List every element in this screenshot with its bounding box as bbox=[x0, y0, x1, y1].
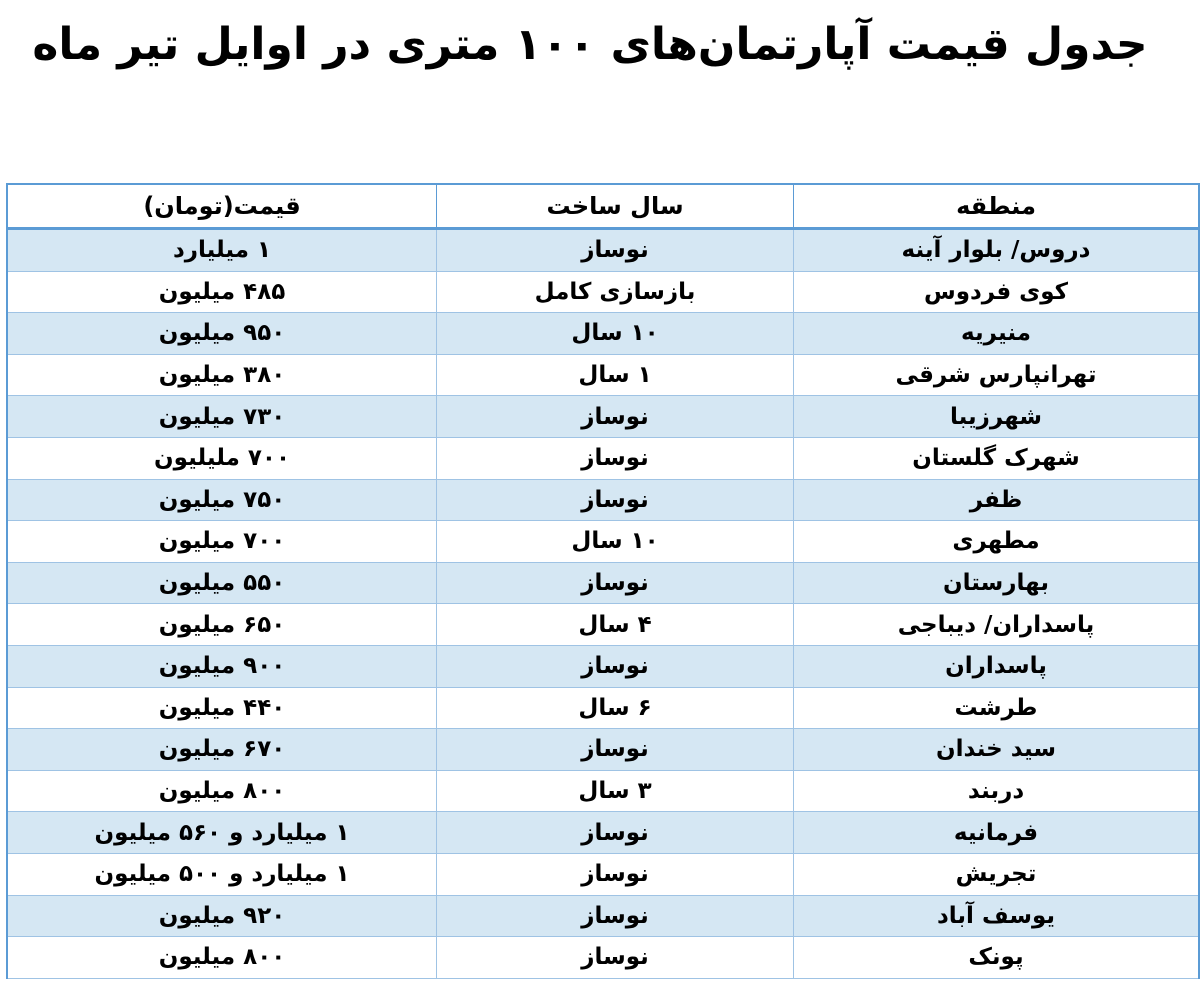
cell-price: ۸۰۰ میلیون bbox=[158, 944, 286, 971]
cell-region: شهرک گلستان bbox=[912, 445, 1080, 472]
cell-year: ۳ سال bbox=[436, 771, 794, 812]
cell-price: ۷۳۰ میلیون bbox=[158, 403, 286, 430]
price-table bbox=[6, 183, 1200, 979]
header-region: منطقه bbox=[956, 192, 1036, 220]
cell-price: ۹۰۰ میلیون bbox=[158, 653, 286, 680]
cell-year: نوساز bbox=[436, 812, 794, 853]
table-row bbox=[8, 771, 1198, 813]
cell-year: ۱۰ سال bbox=[436, 521, 794, 562]
cell-region: پاسداران/ دیباجی bbox=[897, 611, 1095, 638]
cell-price: ۱ میلیارد و ۵۰۰ میلیون bbox=[94, 861, 350, 888]
cell-region: شهرزیبا bbox=[950, 403, 1043, 430]
cell-price: ۴۸۵ میلیون bbox=[158, 278, 286, 305]
cell-region: دروس/ بلوار آینه bbox=[901, 237, 1091, 264]
cell-region: تجریش bbox=[955, 861, 1037, 888]
cell-region: پونک bbox=[968, 944, 1024, 971]
table-row bbox=[8, 230, 1198, 272]
table-row bbox=[8, 896, 1198, 938]
table-row bbox=[8, 438, 1198, 480]
cell-price: ۶۵۰ میلیون bbox=[158, 611, 286, 638]
table-row bbox=[8, 688, 1198, 730]
cell-price: ۹۲۰ میلیون bbox=[158, 902, 286, 929]
cell-year: ۴ سال bbox=[436, 604, 794, 645]
cell-region: سید خندان bbox=[935, 736, 1057, 763]
cell-year: نوساز bbox=[436, 896, 794, 937]
cell-year: نوساز bbox=[436, 563, 794, 604]
header-price: قیمت(تومان) bbox=[143, 192, 301, 220]
table-row bbox=[8, 396, 1198, 438]
cell-region: پاسداران bbox=[945, 653, 1047, 680]
table-row bbox=[8, 729, 1198, 771]
cell-price: ۹۵۰ میلیون bbox=[158, 320, 286, 347]
cell-price: ۶۷۰ میلیون bbox=[158, 736, 286, 763]
cell-year: نوساز bbox=[436, 646, 794, 687]
table-row bbox=[8, 272, 1198, 314]
cell-year: نوساز bbox=[436, 854, 794, 895]
cell-price: ۴۴۰ میلیون bbox=[158, 694, 286, 721]
cell-region: فرمانیه bbox=[953, 819, 1039, 846]
table-row bbox=[8, 646, 1198, 688]
cell-year: ۶ سال bbox=[436, 688, 794, 729]
table-row bbox=[8, 937, 1198, 979]
cell-year: نوساز bbox=[436, 230, 794, 271]
cell-region: منیریه bbox=[961, 320, 1031, 347]
cell-region: مطهری bbox=[952, 528, 1040, 555]
cell-price: ۵۵۰ میلیون bbox=[158, 570, 286, 597]
cell-region: کوی فردوس bbox=[923, 278, 1069, 305]
table-row bbox=[8, 480, 1198, 522]
cell-year: نوساز bbox=[436, 729, 794, 770]
cell-price: ۳۸۰ میلیون bbox=[158, 362, 286, 389]
cell-region: بهارستان bbox=[943, 570, 1049, 597]
cell-price: ۷۰۰ میلیون bbox=[158, 528, 286, 555]
table-row bbox=[8, 563, 1198, 605]
table-row bbox=[8, 604, 1198, 646]
cell-region: یوسف آباد bbox=[936, 902, 1056, 929]
table-row bbox=[8, 812, 1198, 854]
cell-price: ۷۵۰ میلیون bbox=[158, 486, 286, 513]
cell-year: نوساز bbox=[436, 480, 794, 521]
table-row bbox=[8, 854, 1198, 896]
cell-year: بازسازی کامل bbox=[436, 272, 794, 313]
cell-region: ظفر bbox=[969, 486, 1023, 513]
cell-price: ۷۰۰ ملیلیون bbox=[154, 445, 290, 472]
cell-year: نوساز bbox=[436, 396, 794, 437]
table-row bbox=[8, 313, 1198, 355]
cell-price: ۱ میلیارد bbox=[172, 237, 272, 264]
cell-year: ۱۰ سال bbox=[436, 313, 794, 354]
cell-region: تهرانپارس شرقی bbox=[895, 362, 1097, 389]
cell-price: ۱ میلیارد و ۵۶۰ میلیون bbox=[94, 819, 350, 846]
page-title: جدول قیمت آپارتمان‌های ۱۰۰ متری در اوایل تیر ماه bbox=[32, 19, 1148, 70]
table-header bbox=[8, 185, 1198, 230]
cell-region: دربند bbox=[967, 778, 1025, 805]
header-year: سال ساخت bbox=[436, 185, 794, 227]
cell-year: نوساز bbox=[436, 937, 794, 978]
table-row bbox=[8, 521, 1198, 563]
cell-year: ۱ سال bbox=[436, 355, 794, 396]
cell-price: ۸۰۰ میلیون bbox=[158, 778, 286, 805]
table-row bbox=[8, 355, 1198, 397]
cell-year: نوساز bbox=[436, 438, 794, 479]
cell-region: طرشت bbox=[954, 694, 1038, 721]
